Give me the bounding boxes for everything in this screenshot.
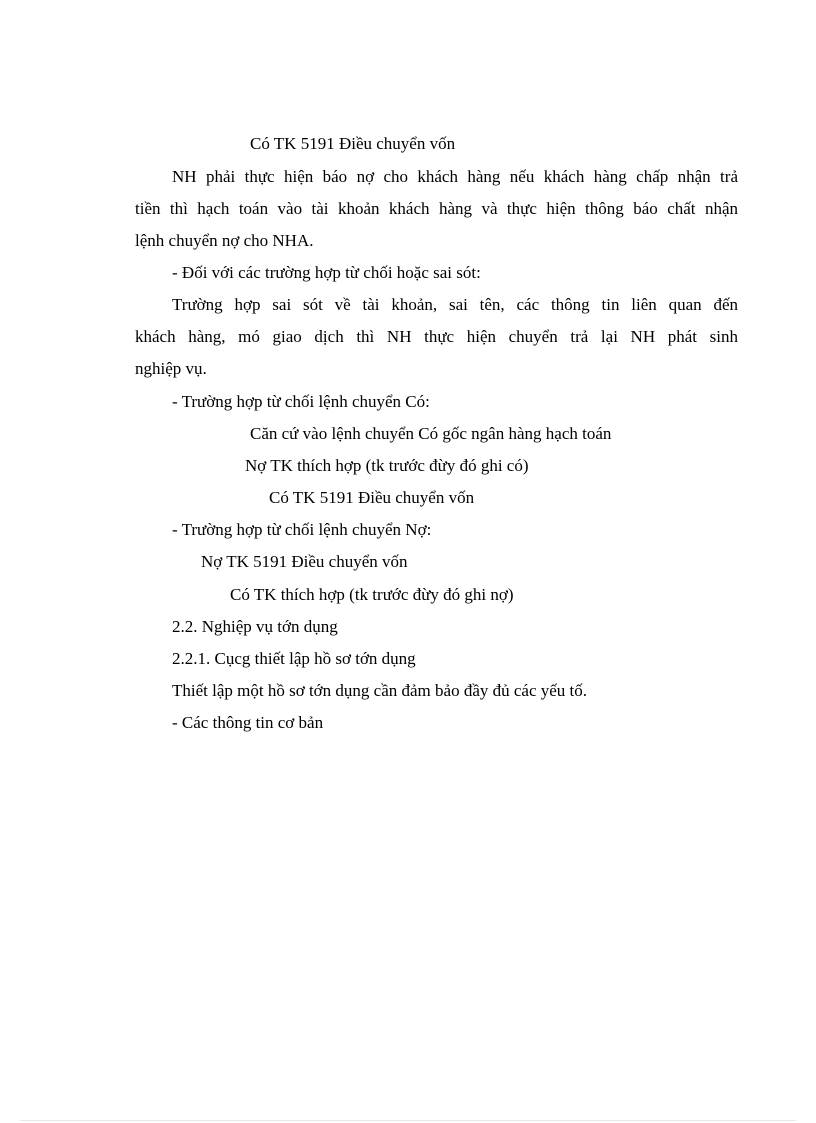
paragraph-line-6: nghiệp vụ. [135,359,207,378]
bullet-reject-debit: - Trường hợp từ chối lệnh chuyển Nợ: [172,520,432,539]
text-line-credit-account: Có TK thích hợp (tk trước đừy đó ghi nợ) [230,585,514,604]
section-heading-2-2-1: 2.2.1. Cụcg thiết lập hồ sơ tớn dụng [172,649,416,668]
page-bottom-divider [20,1120,796,1121]
bullet-basic-info: - Các thông tin cơ bản [172,713,324,732]
paragraph-line-5: khách hàng, mó giao dịch thì NH thực hiện chuyển trả lại NH phát sinh [135,327,738,346]
paragraph-line-1: NH phải thực hiện báo nợ cho khách hàng nếu khách hàng chấp nhận trả [172,167,738,186]
paragraph-line-3: lệnh chuyển nợ cho NHA. [135,231,314,250]
text-line-co-tk-5191: Có TK 5191 Điều chuyển vốn [250,134,456,153]
bullet-error-cases: - Đối với các trường hợp từ chối hoặc sai sót: [172,263,481,282]
bullet-reject-credit: - Trường hợp từ chối lệnh chuyển Có: [172,392,430,411]
paragraph-line-7: Thiết lập một hồ sơ tớn dụng cần đảm bảo đầy đủ các yếu tố. [172,681,588,700]
text-line-credit-5191: Có TK 5191 Điều chuyển vốn [269,488,475,507]
paragraph-line-4: Trường hợp sai sót về tài khoản, sai tên, các thông tin liên quan đến [172,295,738,314]
text-line-basis: Căn cứ vào lệnh chuyển Có gốc ngân hàng hạch toán [250,424,612,443]
text-line-debit-5191: Nợ TK 5191 Điều chuyển vốn [201,552,408,571]
paragraph-line-2: tiền thì hạch toán vào tài khoản khách hàng và thực hiện thông báo chất nhận [135,199,738,218]
section-heading-2-2: 2.2. Nghiệp vụ tớn dụng [172,617,338,636]
text-line-debit-account: Nợ TK thích hợp (tk trước đừy đó ghi có) [245,456,529,475]
